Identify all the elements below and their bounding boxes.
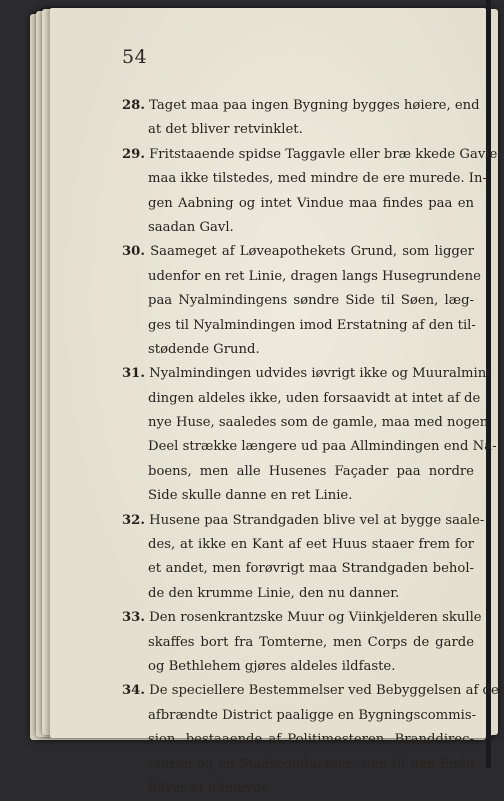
article-line: boens, men alle Husenes Façader paa nordre	[148, 463, 474, 479]
article-line: stødende Grund.	[148, 341, 260, 357]
article-line: des, at ikke en Kant af eet Huus staaer frem for	[148, 537, 474, 553]
article-line: teuren og en Stadsconducteur, som til den Ende	[148, 756, 474, 772]
article-number: 28.	[122, 98, 145, 113]
article-line: skaffes bort fra Tomterne, men Corps de garde	[148, 634, 474, 650]
article-first-line	[122, 362, 491, 386]
article-number: 29.	[122, 146, 145, 162]
article-list	[122, 94, 504, 801]
article-3	[122, 362, 497, 508]
article-text: Saameget af Løveapothekets Grund, som ligger	[150, 244, 474, 260]
article-line: saadan Gavl.	[148, 219, 234, 235]
article-line: og Bethlehem gjøres aldeles ildfaste.	[148, 658, 396, 674]
article-number: 30.	[122, 244, 145, 260]
article-number: 33.	[122, 610, 145, 626]
article-line: gen Aabning og intet Vindue maa findes paa en	[148, 195, 474, 211]
article-4	[122, 509, 485, 607]
article-number: 32.	[122, 512, 145, 528]
article-number: 34.	[122, 683, 145, 699]
article-first-line	[122, 679, 504, 703]
article-line: at det bliver retvinklet.	[148, 122, 303, 138]
article-2	[122, 240, 481, 362]
page-number: 54	[122, 46, 148, 68]
article-first-line	[122, 606, 482, 630]
article-line: de den krumme Linie, den nu danner.	[148, 585, 400, 601]
scan-border	[486, 0, 491, 768]
article-6	[122, 679, 504, 801]
article-first-line	[122, 94, 480, 118]
article-number: 31.	[122, 366, 145, 382]
article-first-line	[122, 240, 474, 264]
article-line: afbrændte District paaligge en Bygningscommis-	[148, 707, 477, 723]
article-line: udenfor en ret Linie, dragen langs Husegrundene	[148, 268, 481, 284]
article-0	[122, 94, 480, 143]
article-line: paa Nyalmindingens søndre Side til Søen, læg-	[148, 293, 474, 309]
article-line: nye Huse, saaledes som de gamle, maa med nogen	[148, 415, 489, 431]
article-line: sion, bestaaende af Politimesteren, Branddirec-	[148, 732, 474, 748]
article-text: Fritstaaende spidse Taggavle eller bræ kkede Gavle	[149, 146, 498, 162]
article-text: De speciellere Bestemmelser ved Bebyggelsen af det	[149, 683, 504, 699]
article-line: ges til Nyalmindingen imod Erstatning af den til-	[148, 317, 476, 333]
article-text: Nyalmindingen udvides iøvrigt ikke og Muuralmin-	[149, 366, 491, 382]
article-line: Side skulle danne en ret Linie.	[148, 488, 353, 504]
article-line: et andet, men forøvrigt maa Strandgaden behol-	[148, 561, 474, 577]
article-text: Husene paa Strandgaden blive vel at bygge saale-	[149, 512, 485, 528]
article-line: bliver at udnævne.	[148, 780, 274, 796]
article-text: Taget maa paa ingen Bygning bygges høiere, end	[149, 98, 480, 113]
article-first-line	[122, 143, 498, 167]
article-1	[122, 143, 498, 241]
article-text: Den rosenkrantzske Muur og Viinkjelderen skulle	[149, 610, 482, 626]
article-first-line	[122, 509, 485, 533]
article-line: maa ikke tilstedes, med mindre de ere murede. In-	[148, 171, 487, 187]
article-5	[122, 606, 482, 679]
article-line: Deel strække længere ud paa Allmindingen end Na-	[148, 439, 497, 455]
article-line: dingen aldeles ikke, uden forsaavidt at intet af de	[148, 390, 481, 406]
